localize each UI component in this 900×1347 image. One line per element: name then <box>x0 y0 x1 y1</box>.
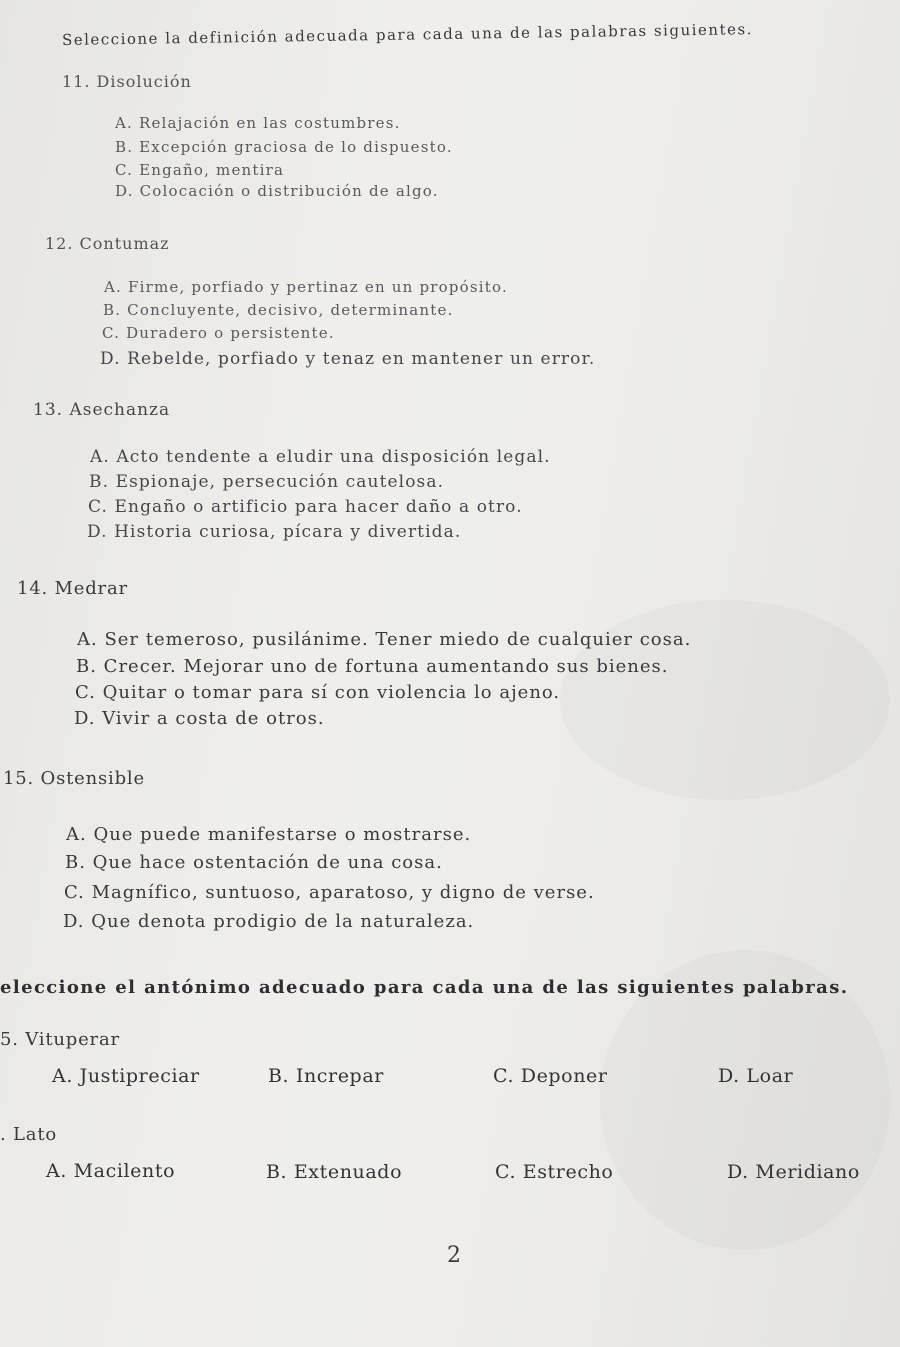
question-13-option-a: A. Acto tendente a eludir una disposición legal. <box>90 447 551 467</box>
question-15-option-b: B. Que hace ostentación de una cosa. <box>65 852 443 873</box>
question-13-option-d: D. Historia curiosa, pícara y divertida. <box>87 522 462 542</box>
question-12-option-a: A. Firme, porfiado y pertinaz en un propósito. <box>104 278 508 296</box>
question-13-option-c: C. Engaño o artificio para hacer daño a otro. <box>88 497 523 517</box>
question-17-option-c: C. Estrecho <box>495 1161 614 1183</box>
question-15-option-d: D. Que denota prodigio de la naturaleza. <box>63 911 475 932</box>
question-11-option-b: B. Excepción graciosa de lo dispuesto. <box>115 138 453 156</box>
question-14-title: 14. Medrar <box>17 578 128 599</box>
question-12-title: 12. Contumaz <box>45 234 170 253</box>
question-17-title: . Lato <box>0 1124 57 1145</box>
question-16-option-d: D. Loar <box>718 1065 794 1087</box>
question-12-option-b: B. Concluyente, decisivo, determinante. <box>103 301 454 319</box>
question-17-option-b: B. Extenuado <box>266 1161 403 1183</box>
question-11-title: 11. Disolución <box>62 72 192 91</box>
question-12-option-d: D. Rebelde, porfiado y tenaz en mantener un error. <box>100 349 596 369</box>
instruction-antonyms: eleccione el antónimo adecuado para cada una de las siguientes palabras. <box>0 977 849 998</box>
question-15-title: 15. Ostensible <box>3 768 145 789</box>
question-13-option-b: B. Espionaje, persecución cautelosa. <box>89 472 445 492</box>
question-16-option-c: C. Deponer <box>493 1065 608 1087</box>
question-14-option-b: B. Crecer. Mejorar uno de fortuna aumentando sus bienes. <box>76 656 669 677</box>
instruction-definitions: Seleccione la definición adecuada para cada una de las palabras siguientes. <box>61 20 754 49</box>
question-16-option-a: A. Justipreciar <box>52 1065 200 1087</box>
question-16-title: 5. Vituperar <box>0 1029 120 1050</box>
question-15-option-c: C. Magnífico, suntuoso, aparatoso, y digno de verse. <box>64 882 595 903</box>
question-15-option-a: A. Que puede manifestarse o mostrarse. <box>66 824 472 845</box>
question-13-title: 13. Asechanza <box>33 400 171 420</box>
question-11-option-c: C. Engaño, mentira <box>115 161 285 179</box>
question-12-option-c: C. Duradero o persistente. <box>102 324 335 342</box>
question-17-option-a: A. Macilento <box>46 1160 176 1182</box>
question-14-option-c: C. Quitar o tomar para sí con violencia lo ajeno. <box>75 682 561 703</box>
page-number: 2 <box>447 1243 461 1268</box>
question-17-option-d: D. Meridiano <box>727 1161 860 1183</box>
question-11-option-a: A. Relajación en las costumbres. <box>115 114 401 132</box>
question-16-option-b: B. Increpar <box>268 1065 384 1087</box>
question-14-option-d: D. Vivir a costa de otros. <box>74 708 325 729</box>
question-11-option-d: D. Colocación o distribución de algo. <box>115 182 439 200</box>
question-14-option-a: A. Ser temeroso, pusilánime. Tener miedo de cualquier cosa. <box>77 629 692 650</box>
